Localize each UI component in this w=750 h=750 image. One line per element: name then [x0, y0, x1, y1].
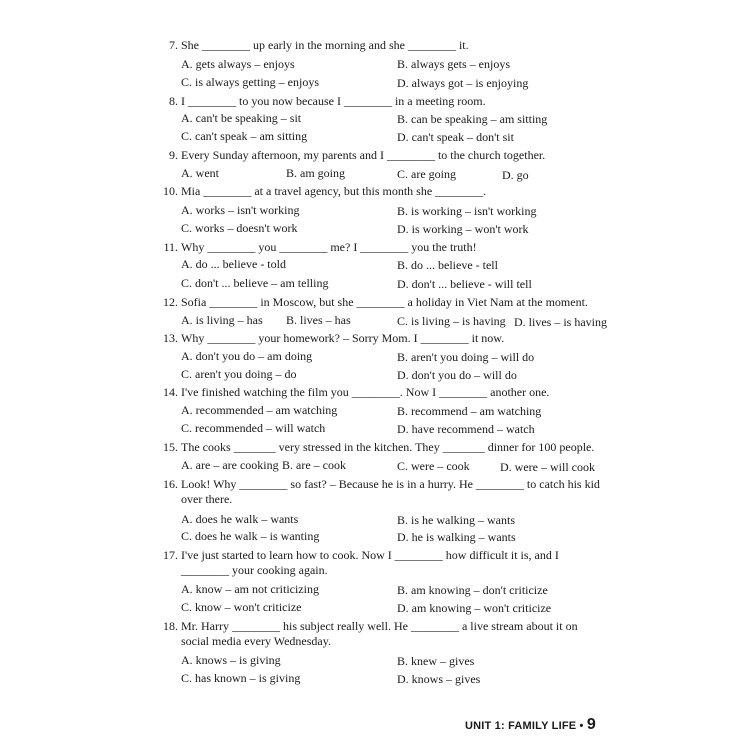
question-number: 13. — [163, 331, 178, 345]
page-footer — [465, 716, 596, 734]
option-c: C. does he walk – is wanting — [181, 529, 320, 543]
question-number: 9. — [169, 148, 178, 162]
option-a: A. does he walk – wants — [181, 512, 299, 526]
question-stem: Look! Why ________ so fast? – Because he is in a hurry. He ________ to catch his kid over there. — [181, 477, 600, 506]
unit-label: UNIT 1: FAMILY LIFE • — [464, 720, 584, 732]
option-d: D. knows – gives — [397, 672, 481, 686]
option-c: C. has known – is giving — [181, 671, 301, 685]
question-number: 14. — [163, 385, 178, 399]
question-number: 8. — [169, 94, 178, 108]
option-a: A. went — [181, 166, 219, 180]
question-stem: Why ________ you ________ me? I ________ you the truth! — [181, 240, 477, 254]
question-stem: The cooks _______ very stressed in the kitchen. They _______ dinner for 100 people. — [181, 440, 595, 454]
question-number: 17. — [163, 548, 178, 562]
option-a: A. do ... believe - told — [181, 257, 286, 271]
option-b: B. can be speaking – am sitting — [397, 112, 548, 126]
option-c: C. works – doesn't work — [181, 221, 298, 235]
question-stem: Why ________ your homework? – Sorry Mom. I ________ it now. — [181, 331, 505, 345]
question-number: 7. — [169, 38, 178, 52]
option-c: C. were – cook — [397, 459, 470, 473]
option-d: D. is working – won't work — [397, 222, 529, 236]
option-b: B. knew – gives — [397, 654, 475, 668]
option-d: D. he is walking – wants — [397, 530, 516, 544]
question-stem: Mia ________ at a travel agency, but this month she ________. — [181, 184, 487, 198]
option-a: A. know – am not criticizing — [181, 582, 319, 596]
option-b: B. is he walking – wants — [397, 513, 515, 527]
option-a: A. recommended – am watching — [181, 403, 338, 417]
option-d: D. always got – is enjoying — [397, 76, 529, 90]
option-b: B. lives – has — [286, 313, 351, 327]
option-b: B. is working – isn't working — [397, 204, 537, 218]
question-stem: I've finished watching the film you ________. Now I ________ another one. — [181, 385, 550, 399]
option-d: D. go — [502, 168, 529, 182]
option-a: A. can't be speaking – sit — [181, 111, 302, 125]
option-d: D. lives – is having — [514, 315, 607, 329]
option-b: B. always gets – enjoys — [397, 57, 510, 71]
option-c: C. are going — [397, 167, 456, 181]
option-a: A. is living – has — [181, 313, 263, 327]
question-stem: I ________ to you now because I ________ in a meeting room. — [181, 94, 486, 108]
option-c: C. is living – is having — [397, 314, 506, 328]
question-stem: She ________ up early in the morning and she ________ it. — [181, 38, 469, 52]
page-number: 9 — [586, 716, 596, 733]
option-a: A. don't you do – am doing — [181, 349, 313, 363]
option-b: B. am going — [286, 166, 345, 180]
option-b: B. recommend – am watching — [397, 404, 542, 418]
question-stem: I've just started to learn how to cook. Now I ________ how difficult it is, and I ________ your cooking again. — [181, 548, 559, 577]
question-number: 11. — [163, 240, 178, 254]
option-d: D. don't you do – will do — [397, 368, 517, 382]
option-d: D. can't speak – don't sit — [397, 130, 514, 144]
option-c: C. aren't you doing – do — [181, 367, 297, 381]
question-number: 18. — [163, 619, 178, 633]
question-stem: Sofia ________ in Moscow, but she ________ a holiday in Viet Nam at the moment. — [181, 295, 588, 309]
option-a: A. are – are cooking — [181, 458, 279, 472]
option-a: A. knows – is giving — [181, 653, 281, 667]
question-stem: Every Sunday afternoon, my parents and I ________ to the church together. — [181, 148, 546, 162]
option-b: B. aren't you doing – will do — [397, 350, 535, 364]
option-c: C. recommended – will watch — [181, 421, 326, 435]
option-c: C. know – won't criticize — [181, 600, 302, 614]
option-a: A. gets always – enjoys — [181, 57, 295, 71]
option-a: A. works – isn't working — [181, 203, 300, 217]
option-d: D. have recommend – watch — [397, 422, 535, 436]
question-number: 15. — [163, 440, 178, 454]
option-c: C. can't speak – am sitting — [181, 129, 308, 143]
question-number: 16. — [163, 477, 178, 491]
option-d: D. don't ... believe - will tell — [397, 277, 532, 291]
question-number: 10. — [163, 184, 178, 198]
option-c: C. is always getting – enjoys — [181, 75, 319, 89]
option-b: B. do ... believe - tell — [397, 258, 498, 272]
question-stem: Mr. Harry ________ his subject really well. He ________ a live stream about it on social media every Wednesday. — [181, 619, 578, 648]
option-c: C. don't ... believe – am telling — [181, 276, 329, 290]
option-b: B. are – cook — [282, 458, 346, 472]
option-d: D. were – will cook — [500, 460, 595, 474]
option-d: D. am knowing – won't criticize — [397, 601, 552, 615]
question-number: 12. — [163, 295, 178, 309]
option-b: B. am knowing – don't criticize — [397, 583, 548, 597]
